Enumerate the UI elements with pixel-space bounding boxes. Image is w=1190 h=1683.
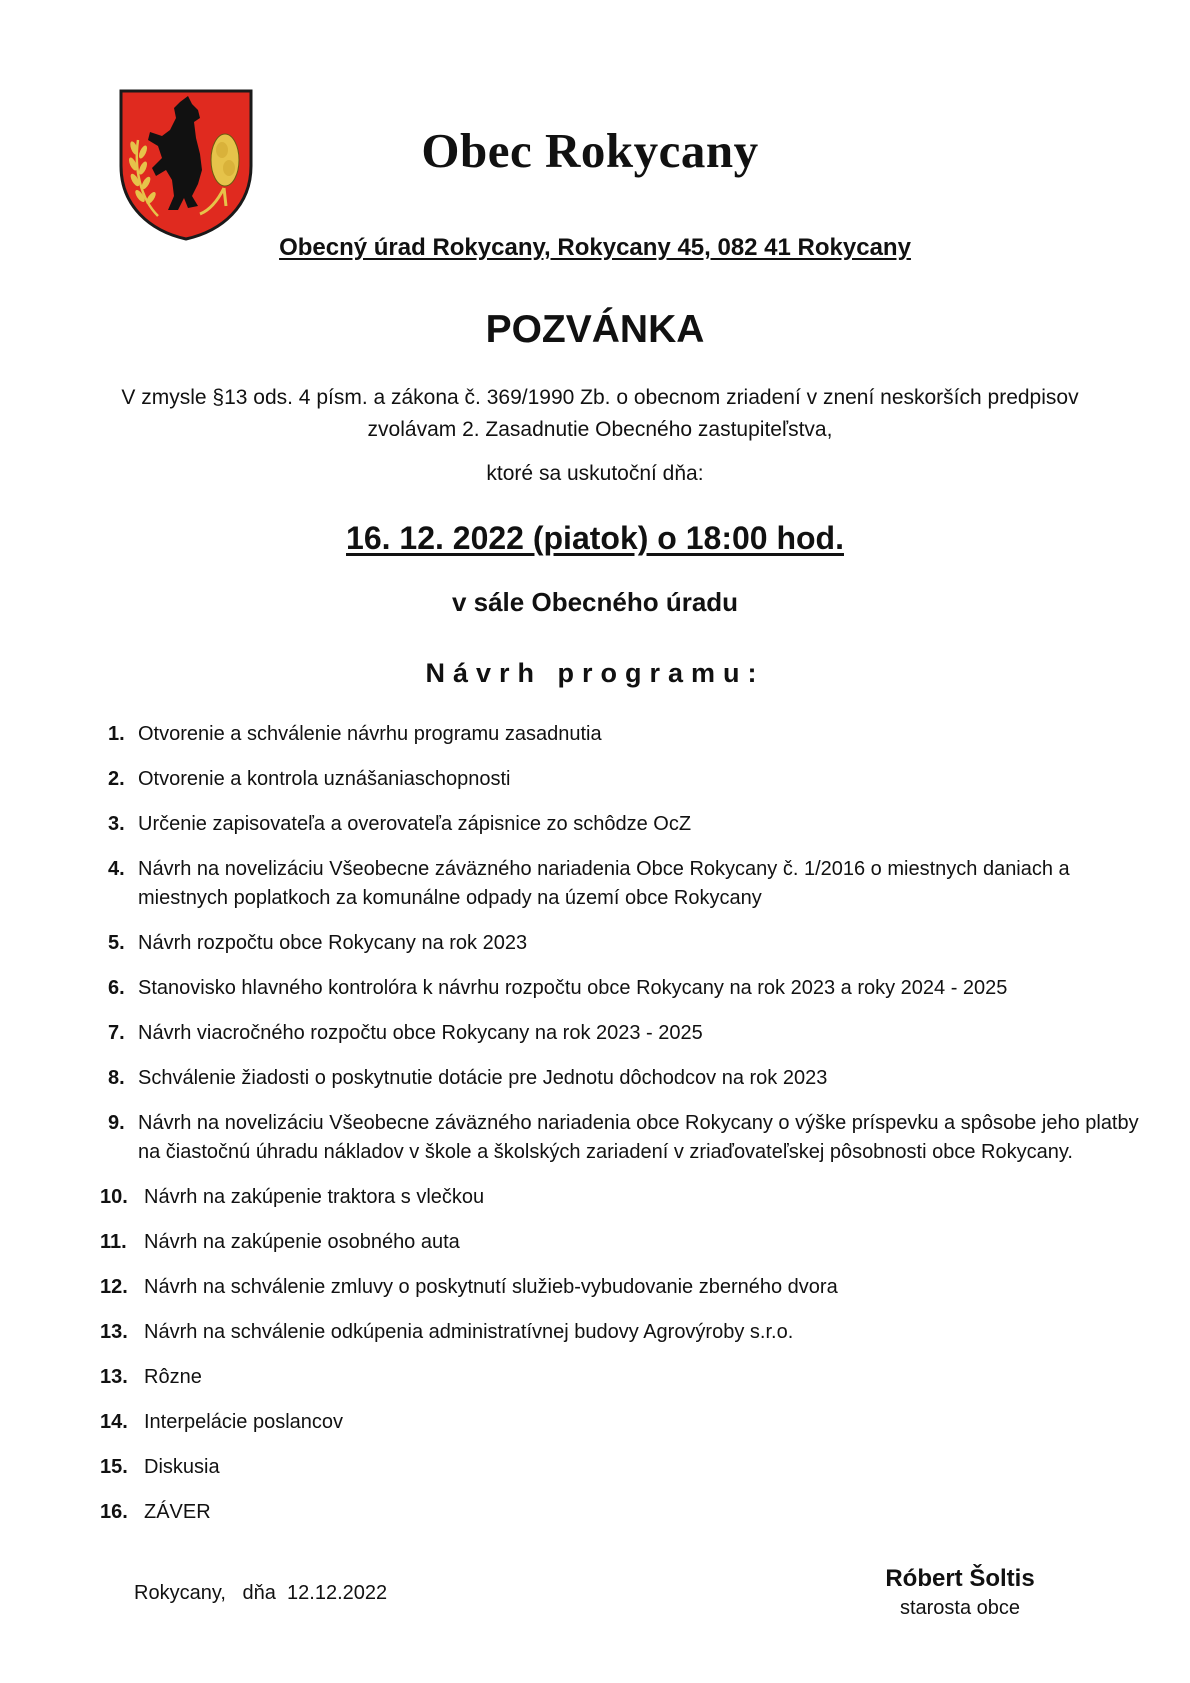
agenda-item (100, 1273, 1160, 1302)
coat-of-arms-icon (118, 88, 254, 242)
agenda-item-number: 13. (100, 1321, 128, 1343)
agenda-item-text: ZÁVER (144, 1501, 211, 1523)
agenda-item-number: 13. (100, 1366, 128, 1388)
signer-role: starosta obce (899, 1597, 1021, 1619)
agenda-item (100, 1453, 1160, 1482)
agenda-item-number: 8. (108, 1067, 125, 1089)
intro-date-lead: ktoré sa uskutoční dňa: (486, 462, 704, 485)
agenda-item-text: Návrh na novelizáciu Všeobecne záväzného nariadenia obce Rokycany o výške príspevku a spôsobe jeho platby na čiastočnú úhradu nákladov v škole a školských zariadení v zriaďovateľskej pôsobnosti obce Rokycany. (138, 1112, 1139, 1163)
agenda-item-number: 3. (108, 813, 125, 835)
agenda-item-number: 9. (108, 1112, 125, 1134)
agenda-item (100, 1109, 1160, 1167)
agenda-item-text: Návrh na zakúpenie traktora s vlečkou (144, 1186, 485, 1208)
agenda-item-number: 11. (100, 1231, 127, 1253)
agenda-item (100, 1498, 1160, 1527)
agenda-item-number: 10. (100, 1186, 128, 1208)
agenda-item-text: Určenie zapisovateľa a overovateľa zápisnice zo schôdze OcZ (138, 813, 692, 835)
agenda-item-text: Interpelácie poslancov (144, 1411, 344, 1433)
agenda-item-text: Stanovisko hlavného kontrolóra k návrhu rozpočtu obce Rokycany na rok 2023 a roky 2024 - 2025 (138, 977, 1008, 999)
agenda-item (100, 855, 1160, 913)
office-address: Obecný úrad Rokycany, Rokycany 45, 082 41 Rokycany (279, 234, 911, 261)
program-title: Návrh programu: (425, 658, 765, 688)
agenda-item-text: Návrh na schválenie zmluvy o poskytnutí služieb-vybudovanie zberného dvora (144, 1276, 838, 1298)
agenda-item-text: Otvorenie a kontrola uznášaniaschopnosti (138, 768, 511, 790)
agenda-item-number: 7. (108, 1022, 125, 1044)
agenda-item-number: 1. (108, 723, 125, 745)
agenda-item (100, 1363, 1160, 1392)
agenda-item-text: Návrh rozpočtu obce Rokycany na rok 2023 (138, 932, 528, 954)
agenda-item-text: Návrh na schválenie odkúpenia administratívnej budovy Agrovýroby s.r.o. (144, 1321, 794, 1343)
agenda-item-number: 2. (108, 768, 125, 790)
agenda-item-number: 5. (108, 932, 125, 954)
agenda-item (100, 1064, 1160, 1093)
meeting-venue: v sále Obecného úradu (451, 587, 739, 617)
agenda-item-text: Schválenie žiadosti o poskytnutie dotácie pre Jednotu dôchodcov na rok 2023 (138, 1067, 828, 1089)
agenda-item (100, 1408, 1160, 1437)
agenda-item-number: 14. (100, 1411, 128, 1433)
document-heading: POZVÁNKA (485, 308, 705, 351)
agenda-list (100, 720, 1160, 1543)
signer-name: Róbert Šoltis (885, 1565, 1035, 1592)
agenda-item (100, 765, 1160, 794)
agenda-item (100, 929, 1160, 958)
agenda-item-text: Rôzne (144, 1366, 202, 1388)
agenda-item-number: 15. (100, 1456, 128, 1478)
agenda-item-number: 16. (100, 1501, 128, 1523)
agenda-item (100, 1318, 1160, 1347)
meeting-date: 16. 12. 2022 (piatok) o 18:00 hod. (346, 520, 844, 556)
agenda-item (100, 974, 1160, 1003)
agenda-item (100, 1228, 1160, 1257)
agenda-item (100, 1019, 1160, 1048)
intro-paragraph: V zmysle §13 ods. 4 písm. a zákona č. 369/1990 Zb. o obecnom zriadení v znení neskorších predpisov zvolávam 2. Zasadnutie Obecného zastupiteľstva, (121, 386, 1079, 441)
agenda-item-text: Návrh na zakúpenie osobného auta (144, 1231, 460, 1253)
agenda-item-number: 4. (108, 858, 125, 880)
agenda-item (100, 720, 1160, 749)
agenda-item-text: Otvorenie a schválenie návrhu programu zasadnutia (138, 723, 602, 745)
agenda-item (100, 1183, 1160, 1212)
agenda-item-text: Návrh viacročného rozpočtu obce Rokycany na rok 2023 - 2025 (138, 1022, 703, 1044)
agenda-item-number: 6. (108, 977, 125, 999)
signature-block (860, 1565, 1060, 1620)
agenda-item (100, 810, 1160, 839)
agenda-item-text: Diskusia (144, 1456, 220, 1478)
agenda-item-number: 12. (100, 1276, 128, 1298)
agenda-item-text: Návrh na novelizáciu Všeobecne záväzného nariadenia Obce Rokycany č. 1/2016 o miestnych daniach a miestnych poplatkoch za komunálne odpady na území obce Rokycany (138, 858, 1070, 909)
place-and-date: Rokycany, dňa 12.12.2022 (134, 1582, 388, 1604)
municipality-title: Obec Rokycany (421, 123, 759, 178)
